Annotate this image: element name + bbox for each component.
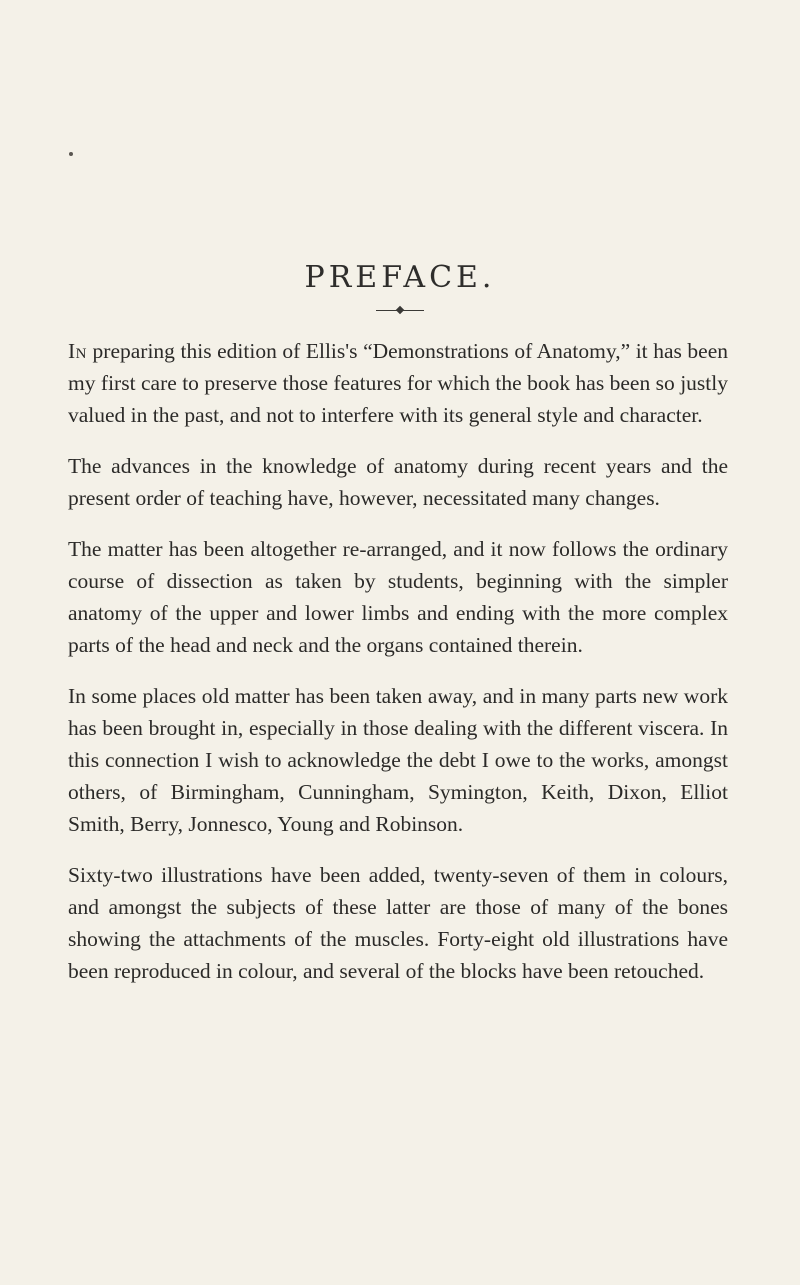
paragraph-3 [68, 533, 728, 661]
page-title: PREFACE. [304, 260, 496, 296]
paragraph-1-lead: In [68, 339, 87, 363]
paragraph-2-text: The advances in the knowledge of anatomy during recent years and the present order of teaching have, however, necessitated many changes. [68, 454, 728, 510]
page-speck [69, 152, 73, 156]
paragraph-3-text: The matter has been altogether re-arranged, and it now follows the ordinary course of dissection as taken by students, beginning with the simpler anatomy of the upper and lower limbs and ending with the more complex parts of the head and neck and the organs contained therein. [68, 537, 728, 657]
paragraph-1-text: preparing this edition of Ellis's “Demonstrations of Anatomy,” it has been my first care to preserve those features for which the book has been so justly valued in the past, and not to interfere with its general style and character. [68, 339, 728, 427]
paragraph-4 [68, 680, 728, 840]
paragraph-5-text: Sixty-two illustrations have been added, twenty-seven of them in colours, and amongst the subjects of these latter are those of many of the bones showing the attachments of the muscles. Forty-eight old illustrations have been reproduced in colour, and several of the blocks have been retouched. [68, 863, 728, 983]
paragraph-4-text: In some places old matter has been taken away, and in many parts new work has been brought in, especially in those dealing with the different viscera. In this connection I wish to acknowledge the debt I owe to the works, amongst others, of Birmingham, Cunningham, Symington, Keith, Dixon, Elliot Smith, Berry, Jonnesco, Young and Robinson. [68, 684, 728, 836]
paragraph-2 [68, 450, 728, 514]
preface-body [68, 335, 728, 1006]
ornament-diamond [396, 306, 404, 314]
paragraph-1 [68, 335, 728, 431]
paragraph-5 [68, 859, 728, 987]
title-ornament-rule [376, 310, 424, 312]
